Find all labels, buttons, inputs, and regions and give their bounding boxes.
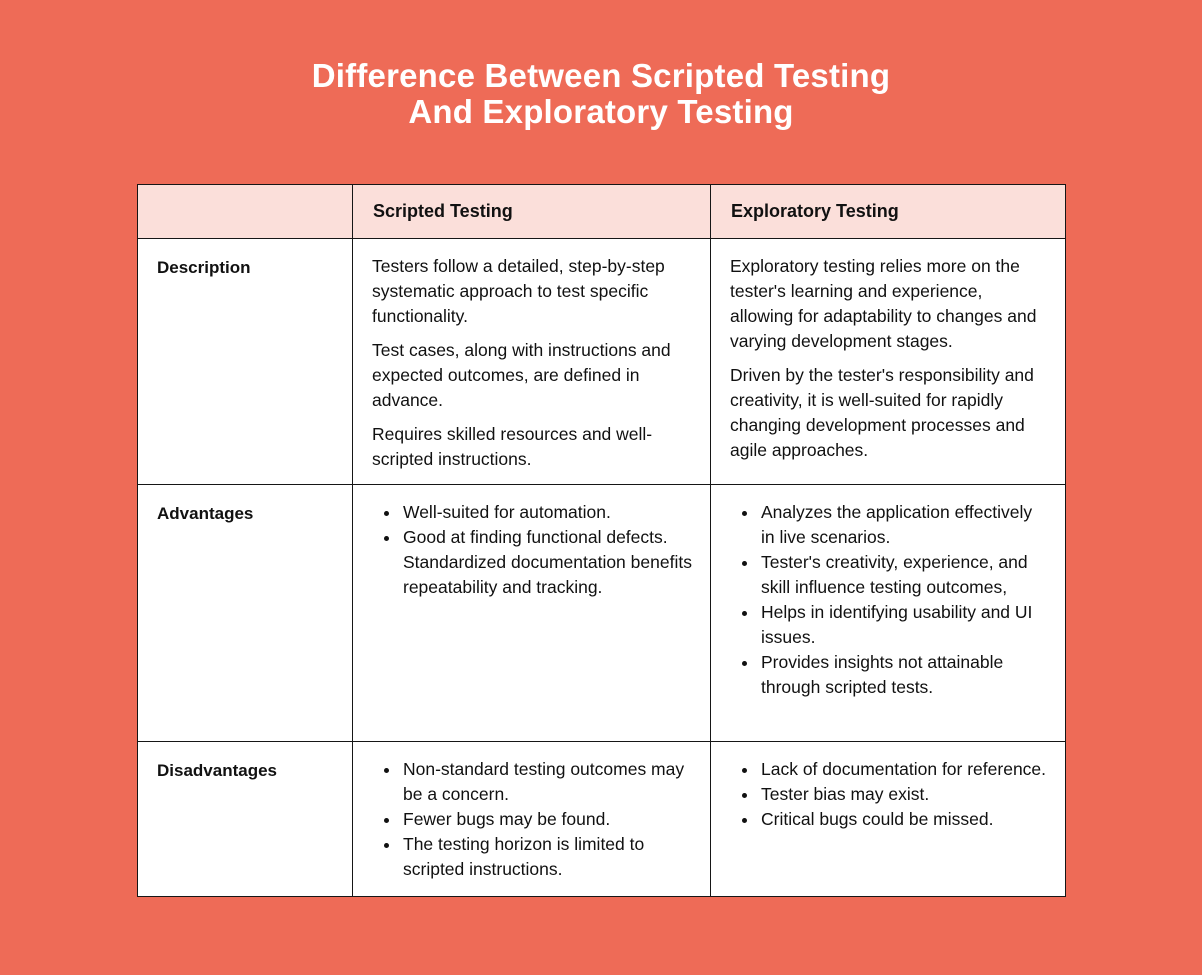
header-scripted-testing: Scripted Testing: [353, 185, 711, 239]
paragraph: Driven by the tester's responsibility and creativity, it is well-suited for rapidly changing development processes and agile approaches.: [730, 365, 1034, 460]
row-label-advantages: Advantages: [138, 485, 353, 742]
disadvantages-scripted-cell: [353, 742, 711, 897]
bullet-item: • Helps in identifying usability and UI issues.: [759, 600, 1047, 650]
bullet-item: • Non-standard testing outcomes may be a concern.: [401, 757, 692, 807]
description-exploratory-paragraphs: [730, 254, 1047, 463]
bullet-item: • The testing horizon is limited to scripted instructions.: [401, 832, 692, 882]
bullet-item: • Critical bugs could be missed.: [759, 807, 1047, 832]
bullet-item: • Good at finding functional defects. Standardized documentation benefits repeatability and tracking.: [401, 525, 692, 600]
page-title: [0, 58, 1202, 130]
description-scripted-cell: [353, 239, 711, 485]
disadvantages-scripted-list: [372, 757, 692, 882]
table-row-description: [138, 239, 1066, 485]
bullet-item: • Analyzes the application effectively in live scenarios.: [759, 500, 1047, 550]
description-scripted-paragraphs: [372, 254, 692, 472]
paragraph: Test cases, along with instructions and expected outcomes, are defined in advance.: [372, 340, 671, 410]
bullet-item: • Lack of documentation for reference.: [759, 757, 1047, 782]
paragraph: Testers follow a detailed, step-by-step systematic approach to test specific functionality.: [372, 256, 665, 326]
page-title-line2: And Exploratory Testing: [408, 93, 794, 130]
comparison-table: [137, 184, 1066, 897]
table-row-disadvantages: [138, 742, 1066, 897]
bullet-item: • Provides insights not attainable through scripted tests.: [759, 650, 1047, 700]
paragraph: Exploratory testing relies more on the tester's learning and experience, allowing for adaptability to changes and varying development stages.: [730, 256, 1037, 351]
advantages-exploratory-list: [730, 500, 1047, 700]
advantages-scripted-list: [372, 500, 692, 600]
bullet-item: • Tester bias may exist.: [759, 782, 1047, 807]
row-label-description: Description: [138, 239, 353, 485]
description-exploratory-cell: [711, 239, 1066, 485]
header-empty-cell: [138, 185, 353, 239]
bullet-item: • Well-suited for automation.: [401, 500, 692, 525]
page-title-line1: Difference Between Scripted Testing: [311, 57, 891, 94]
table-header-row: [138, 185, 1066, 239]
table-row-advantages: [138, 485, 1066, 742]
header-exploratory-testing: Exploratory Testing: [711, 185, 1066, 239]
disadvantages-exploratory-list: [730, 757, 1047, 832]
paragraph: Requires skilled resources and well-scripted instructions.: [372, 424, 653, 469]
advantages-scripted-cell: [353, 485, 711, 742]
row-label-disadvantages: Disadvantages: [138, 742, 353, 897]
bullet-item: • Fewer bugs may be found.: [401, 807, 692, 832]
disadvantages-exploratory-cell: [711, 742, 1066, 897]
bullet-item: • Tester's creativity, experience, and skill influence testing outcomes,: [759, 550, 1047, 600]
advantages-exploratory-cell: [711, 485, 1066, 742]
